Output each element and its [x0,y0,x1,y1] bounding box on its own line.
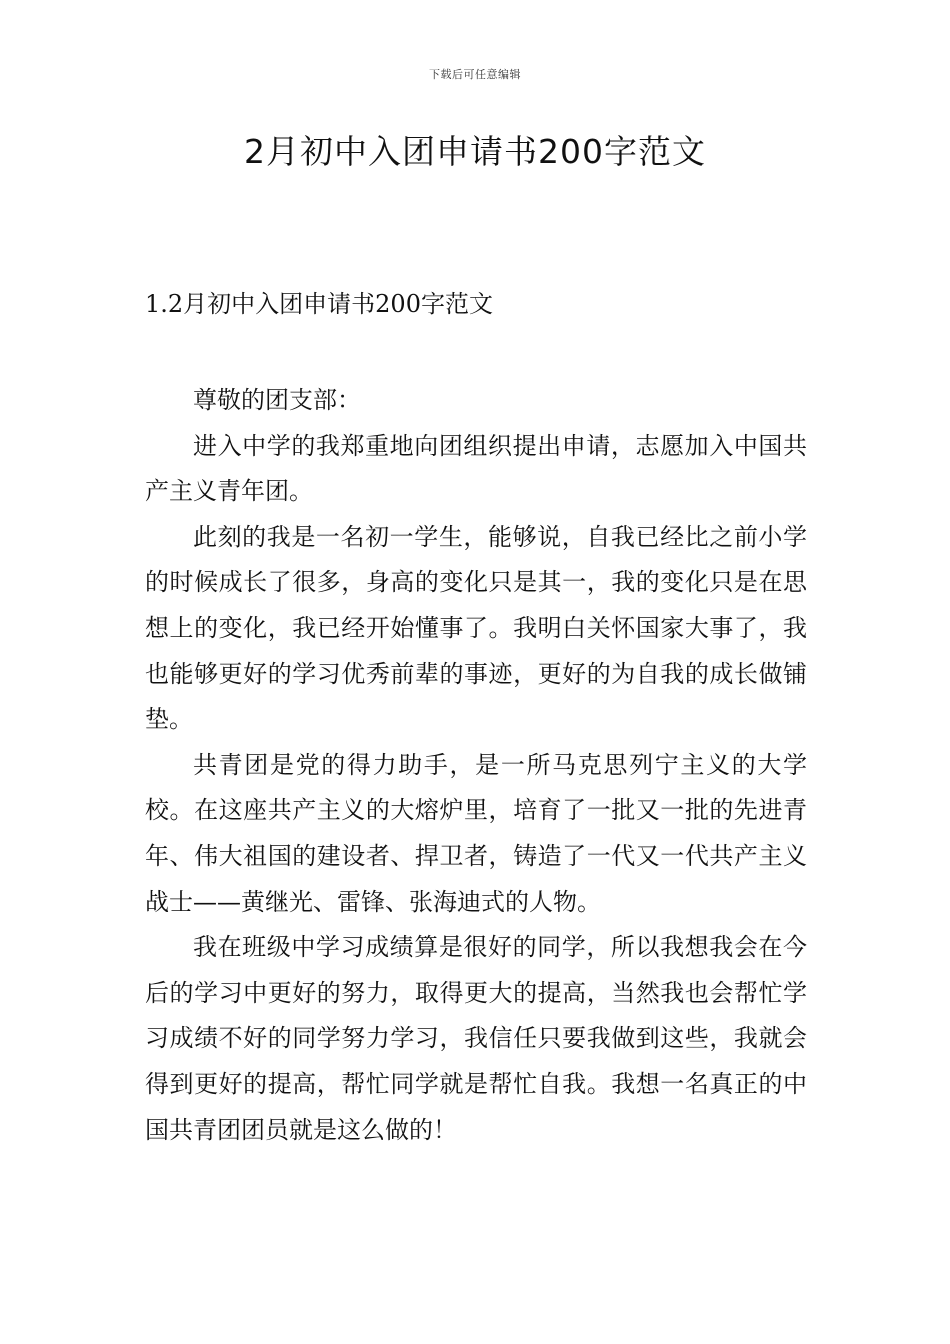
paragraph-growth: 此刻的我是一名初一学生，能够说，自我已经比之前小学的时候成长了很多，身高的变化只是其一，我的变化只是在思想上的变化，我已经开始懂事了。我明白关怀国家大事了，我也能够更好的学习优秀前辈的事迹，更好的为自我的成长做铺垫。 [145,522,807,734]
document-title: 2月初中入团申请书200字范文 [244,132,706,171]
section-heading: 1.2月初中入团申请书200字范文 [145,290,493,318]
letter-body [145,378,807,1153]
paragraph-application: 进入中学的我郑重地向团组织提出申请，志愿加入中国共产主义青年团。 [145,431,807,506]
header-note: 下载后可任意编辑 [429,68,521,81]
paragraph-youth-league: 共青团是党的得力助手，是一所马克思列宁主义的大学校。在这座共产主义的大熔炉里，培育了一批又一批的先进青年、伟大祖国的建设者、捍卫者，铸造了一代又一代共产主义战士——黄继光、雷锋、张海迪式的人物。 [145,750,807,916]
paragraph-commitment: 我在班级中学习成绩算是很好的同学，所以我想我会在今后的学习中更好的努力，取得更大的提高，当然我也会帮忙学习成绩不好的同学努力学习，我信任只要我做到这些，我就会得到更好的提高，帮忙同学就是帮忙自我。我想一名真正的中国共青团团员就是这么做的！ [145,933,807,1144]
salutation: 尊敬的团支部： [193,386,361,414]
